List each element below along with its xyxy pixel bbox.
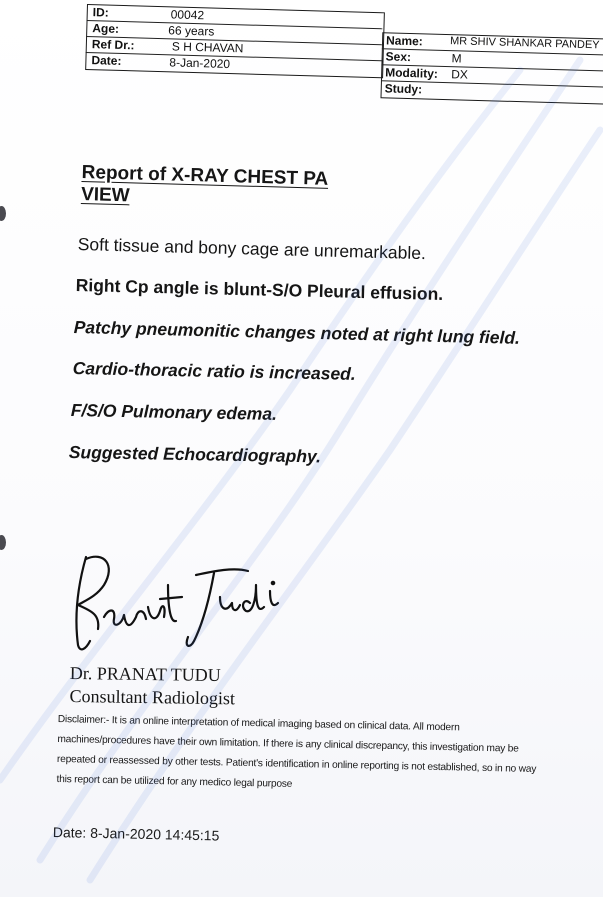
disclaimer-block [56,710,603,802]
radiologist-block [69,662,235,710]
radiologist-name: Dr. PRANAT TUDU [69,662,221,686]
sex-label: Sex: [385,49,412,65]
disclaimer-line-2: machines/procedures have their own limitation. If there is any clinical discrepancy, this investigation may be [57,733,519,755]
sex-value: M [451,51,462,66]
ref-doctor-label: Ref Dr.: [91,37,135,53]
report-timestamp: Date: 8-Jan-2020 14:45:15 [52,824,220,844]
date-label: Date: [91,53,122,68]
date-value: 8-Jan-2020 [169,55,231,72]
handwritten-signature [64,545,304,665]
finding-2: Right Cp angle is blunt-S/O Pleural effusion. [75,275,444,304]
finding-6: Suggested Echocardiography. [68,442,322,467]
finding-5: F/S/O Pulmonary edema. [70,400,278,424]
age-label: Age: [92,21,120,36]
report-title-line1: Report of X-RAY CHEST PA [81,162,329,190]
patient-header-table [84,4,603,114]
id-label: ID: [92,5,109,20]
age-value: 66 years [168,23,215,39]
finding-4: Cardio-thoracic ratio is increased. [72,358,356,384]
report-title [81,162,382,214]
disclaimer-line-3: repeated or reassessed by other tests. Patient's identification in online reporting is not established, so in no way [56,753,537,776]
punch-hole-top [0,206,6,221]
finding-1: Soft tissue and bony cage are unremarkable. [77,234,427,264]
id-value: 00042 [170,7,205,23]
modality-value: DX [450,67,469,82]
punch-hole-bottom [0,535,6,550]
modality-label: Modality: [385,65,439,81]
ref-doctor-value: S H CHAVAN [171,39,244,56]
name-value: MR SHIV SHANKAR PANDEY [449,35,600,52]
name-label: Name: [385,33,423,49]
study-label: Study: [384,81,423,97]
disclaimer-line-4: this report can be utilized for any medico legal purpose [56,773,293,790]
finding-3: Patchy pneumonitic changes noted at right lung field. [73,317,521,348]
radiologist-designation: Consultant Radiologist [69,685,236,709]
report-title-line2: VIEW [80,183,130,207]
disclaimer-line-1: Disclaimer:- It is an online interpretation of medical imaging based on clinical data. All modern [57,713,460,734]
